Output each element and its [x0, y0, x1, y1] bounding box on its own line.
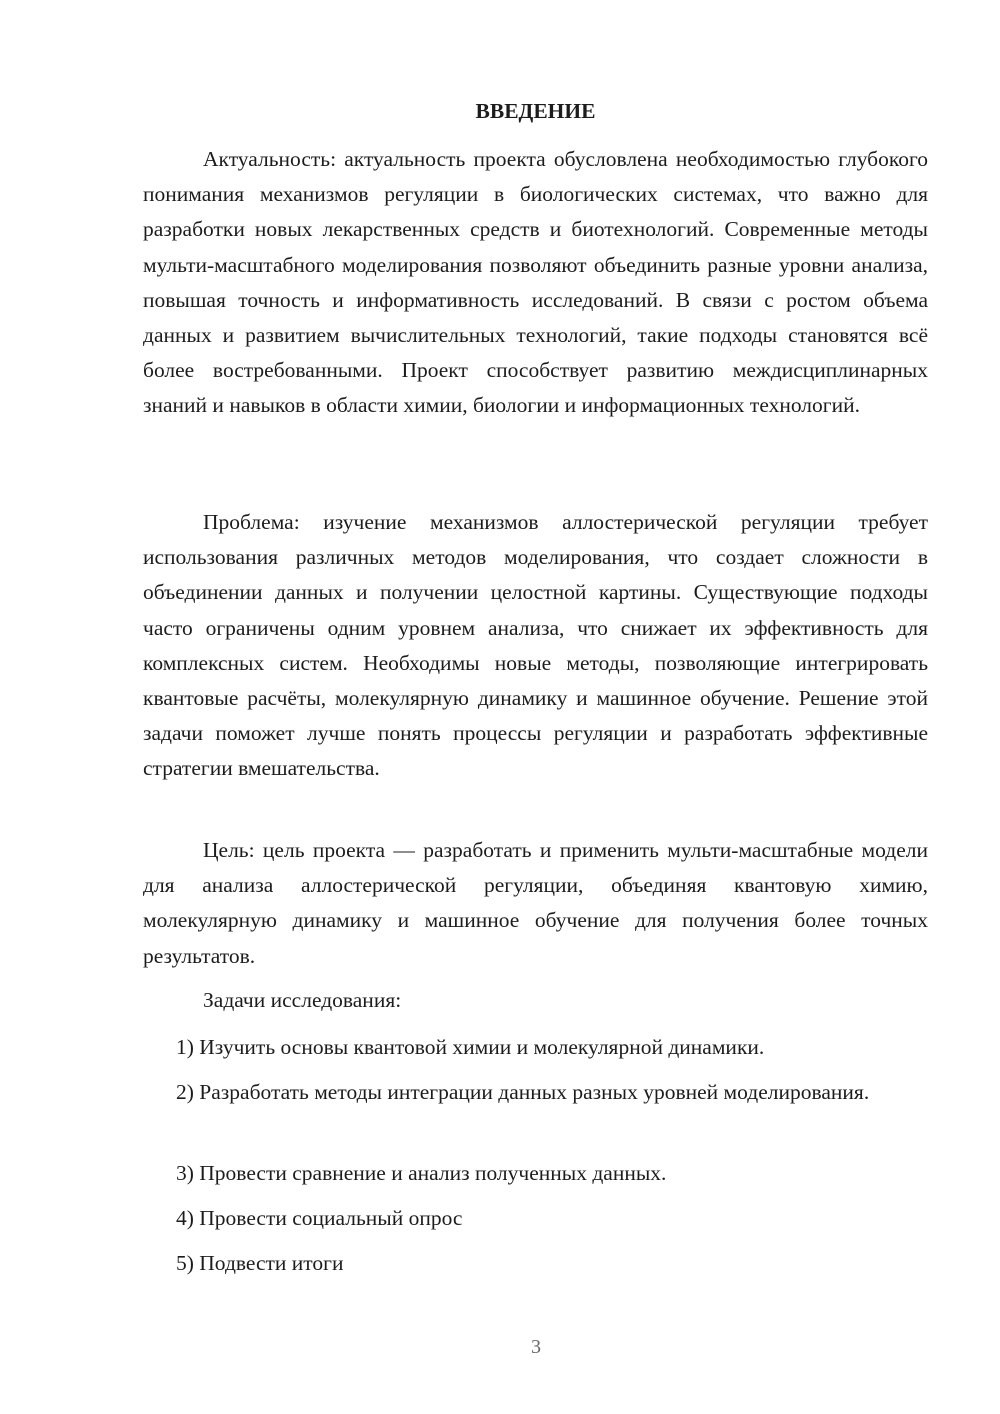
paragraph-goal: Цель: цель проекта — разработать и применить мульти-масштабные модели для анализа аллостерической регуляции, объединяя квантовую химию, молекулярную динамику и машинное обучение для получения более точных результатов.	[143, 838, 928, 968]
task-item: 1) Изучить основы квантовой химии и молекулярной динамики.	[176, 1035, 765, 1059]
task-item: 3) Провести сравнение и анализ полученных данных.	[176, 1161, 667, 1185]
task-item: 5) Подвести итоги	[176, 1251, 344, 1275]
task-item: 2) Разработать методы интеграции данных разных уровней моделирования.	[176, 1080, 870, 1104]
task-item: 4) Провести социальный опрос	[176, 1206, 463, 1230]
tasks-intro: Задачи исследования:	[203, 988, 402, 1012]
page-number: 3	[531, 1336, 541, 1358]
paragraph-actuality: Актуальность: актуальность проекта обусловлена необходимостью глубокого понимания механизмов регуляции в биологических системах, что важно для разработки новых лекарственных средств и биотехнологий. Современные методы мульти-масштабного моделирования позволяют объединить разные уровни анализа, повышая точность и информативность исследований. В связи с ростом объема данных и развитием вычислительных технологий, такие подходы становятся всё более востребованными. Проект способствует развитию междисциплинарных знаний и навыков в области химии, биологии и информационных технологий.	[143, 147, 928, 418]
paragraph-problem: Проблема: изучение механизмов аллостерической регуляции требует использования различных методов моделирования, что создает сложности в объединении данных и получении целостной картины. Существующие подходы часто ограничены одним уровнем анализа, что снижает их эффективность для комплексных систем. Необходимы новые методы, позволяющие интегрировать квантовые расчёты, молекулярную динамику и машинное обучение. Решение этой задачи поможет лучше понять процессы регуляции и разработать эффективные стратегии вмешательства.	[143, 510, 928, 781]
section-heading: ВВЕДЕНИЕ	[475, 99, 596, 123]
